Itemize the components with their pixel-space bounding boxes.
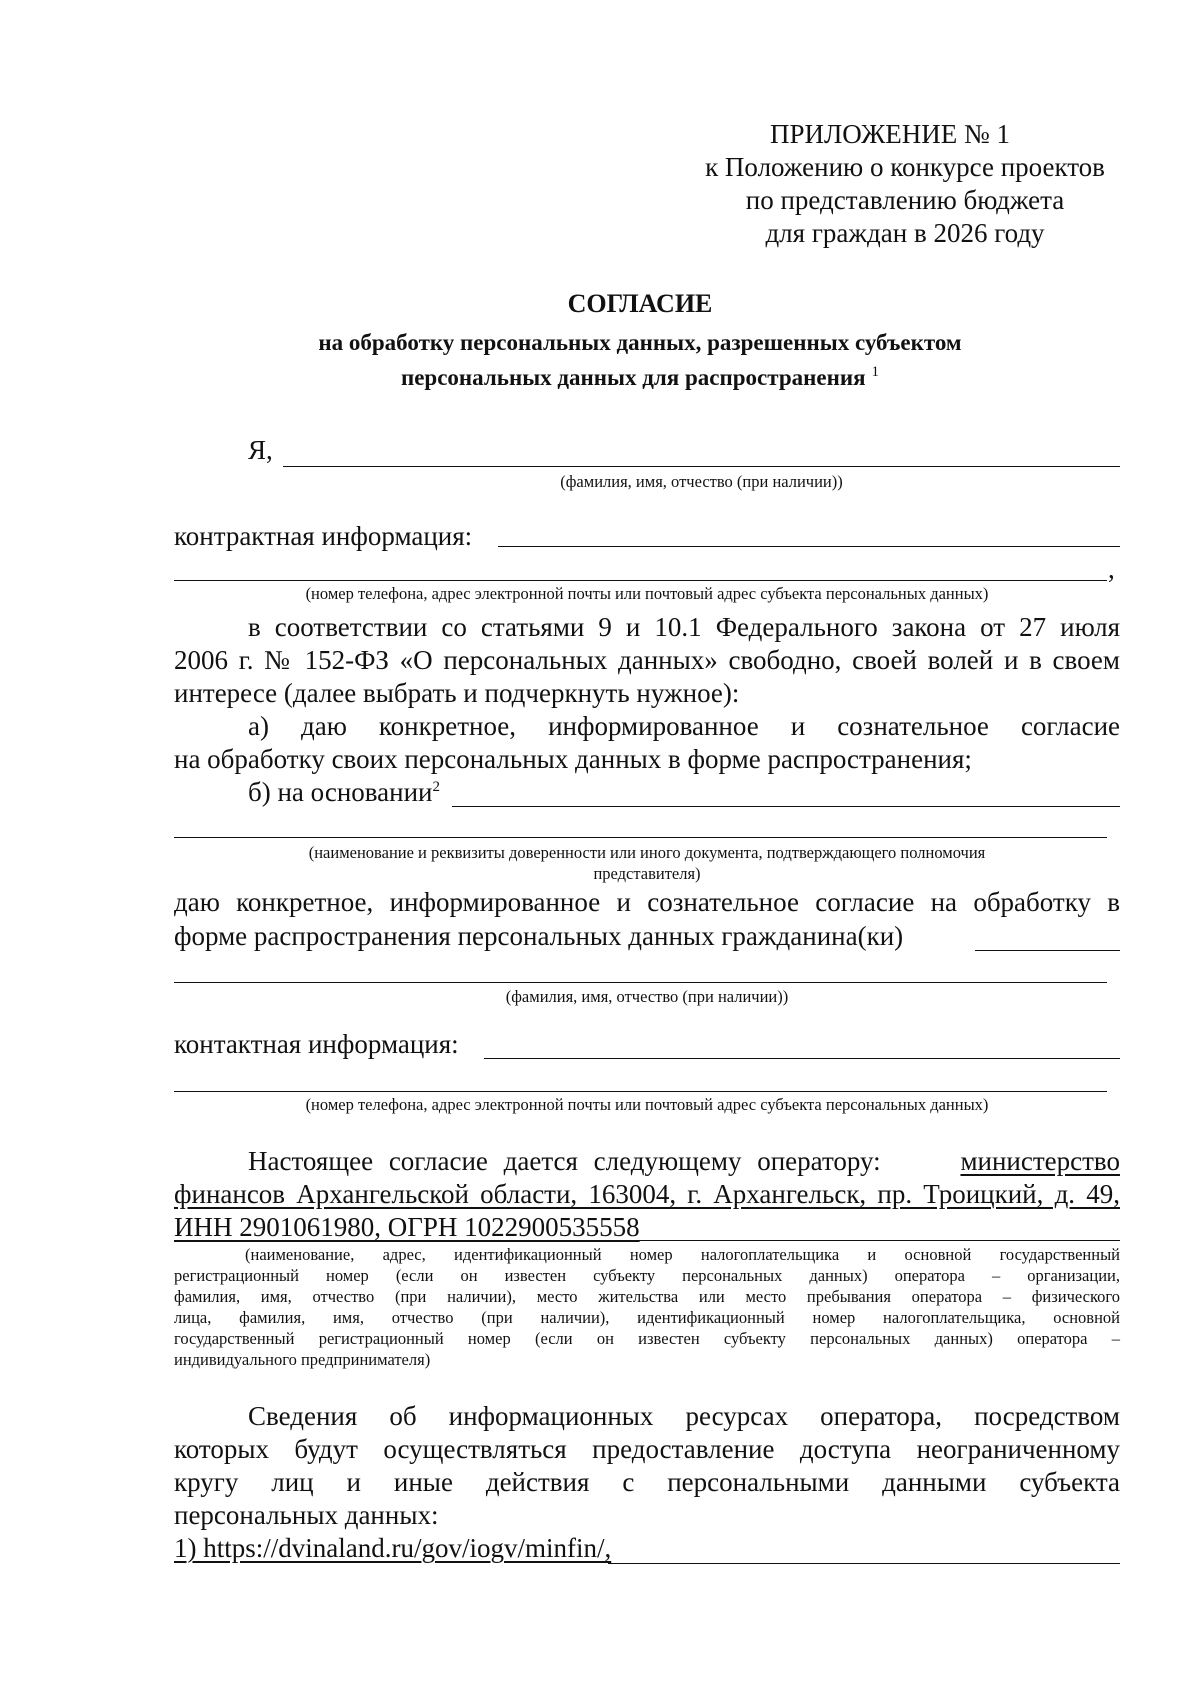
fio-hint-2: (фамилия, имя, отчество (при наличии)) [505, 987, 789, 1006]
consent-line-2: форме распространения персональных данных гражданина(ки) [174, 921, 904, 951]
resources-line-2: которых будут осуществляться предоставление доступа неограниченному [174, 1434, 1120, 1464]
appendix-title: ПРИЛОЖЕНИЕ № 1 [769, 119, 1011, 149]
i-label: Я, [248, 435, 273, 465]
contact-input-line-2b[interactable] [174, 1091, 1107, 1092]
contact-input-line-1b[interactable] [174, 580, 1107, 581]
operator-hint-line-6: индивидуального предпринимателя) [174, 1350, 431, 1369]
appendix-line-1: к Положению о конкурсе проектов [705, 152, 1105, 182]
resource-link-1[interactable]: 1) https://dvinaland.ru/gov/iogv/minfin/, [174, 1533, 612, 1563]
option-b-label[interactable] [248, 776, 440, 809]
contact-input-line-1a[interactable] [498, 546, 1120, 547]
consent-line-1: даю конкретное, информированное и сознательное согласие на обработку в [174, 887, 1120, 917]
operator-hint-line-5: государственный регистрационный номер (если он известен субъекту персональных данных) оператора – [174, 1329, 1120, 1348]
option-a-line-1[interactable]: а) даю конкретное, информированное и сознательное согласие [248, 711, 1120, 741]
resources-line-4: персональных данных: [174, 1500, 439, 1530]
fio-hint: (фамилия, имя, отчество (при наличии)) [560, 472, 843, 491]
citizen-input-line-1[interactable] [975, 950, 1120, 951]
appendix-line-2: по представлению бюджета [745, 185, 1065, 215]
footnote-1-marker: 1 [871, 364, 880, 381]
operator-hint-line-1: (наименование, адрес, идентификационный номер налогоплательщика и основной государственный [245, 1245, 1120, 1264]
document-title: СОГЛАСИЕ [567, 289, 713, 318]
document-subtitle-2 [100, 363, 1180, 393]
operator-address-line: финансов Архангельской области, 163004, г. Архангельск, пр. Троицкий, д. 49, [174, 1179, 1120, 1209]
operator-hint-line-2: регистрационный номер (если он известен субъекту персональных данных) оператора – организации, [174, 1266, 1120, 1285]
option-b-text: б) на основании [248, 777, 433, 807]
document-hint-2: представителя) [593, 864, 701, 883]
law-paragraph-line-1: в соответствии со статьями 9 и 10.1 Федерального закона от 27 июля [248, 612, 1120, 642]
operator-intro-line [248, 1145, 1120, 1178]
contact-input-line-2a[interactable] [484, 1058, 1120, 1059]
resources-line-3: кругу лиц и иные действия с персональными данными субъекта [174, 1467, 1120, 1497]
option-b-input-line-1[interactable] [452, 806, 1120, 807]
contact-hint-2: (номер телефона, адрес электронной почты или почтовый адрес субъекта персональных данных) [305, 1095, 989, 1114]
operator-ids-line: ИНН 2901061980, ОГРН 1022900535558 [174, 1212, 640, 1242]
citizen-input-line-2[interactable] [174, 982, 1107, 983]
contact-hint-1: (номер телефона, адрес электронной почты или почтовый адрес субъекта персональных данных) [305, 584, 989, 603]
option-a-line-2[interactable]: на обработку своих персональных данных в форме распространения; [174, 744, 972, 774]
law-paragraph-line-2: 2006 г. № 152-ФЗ «О персональных данных» свободно, своей волей и в своем [174, 645, 1120, 675]
contact-label-2: контактная информация: [174, 1029, 459, 1059]
operator-input-line[interactable] [632, 1240, 1120, 1241]
operator-intro: Настоящее согласие дается следующему оператору: [248, 1146, 881, 1176]
contact-label-1: контрактная информация: [174, 521, 473, 551]
law-paragraph-line-3: интересе (далее выбрать и подчеркнуть нужное): [174, 678, 740, 708]
footnote-2-marker: 2 [432, 779, 440, 795]
resource-input-line-1[interactable] [608, 1563, 1120, 1564]
fio-input-line[interactable] [283, 466, 1120, 467]
resources-line-1: Сведения об информационных ресурсах оператора, посредством [248, 1401, 1120, 1431]
operator-name-part-1: министерство [960, 1146, 1120, 1176]
document-hint-1: (наименование и реквизиты доверенности или иного документа, подтверждающего полномочия [308, 843, 986, 862]
operator-hint-line-3: фамилия, имя, отчество (при наличии), место жительства или место пребывания оператора – физического [174, 1287, 1120, 1306]
operator-hint-line-4: лица, фамилия, имя, отчество (при наличии), идентификационный номер налогоплательщика, основной [174, 1308, 1120, 1327]
option-b-input-line-2[interactable] [174, 837, 1107, 838]
subtitle-2-text: персональных данных для распространения [400, 365, 866, 390]
appendix-line-3: для граждан в 2026 году [765, 218, 1045, 248]
trailing-comma: , [1108, 554, 1115, 584]
document-subtitle-1: на обработку персональных данных, разрешенных субъектом [318, 330, 962, 355]
